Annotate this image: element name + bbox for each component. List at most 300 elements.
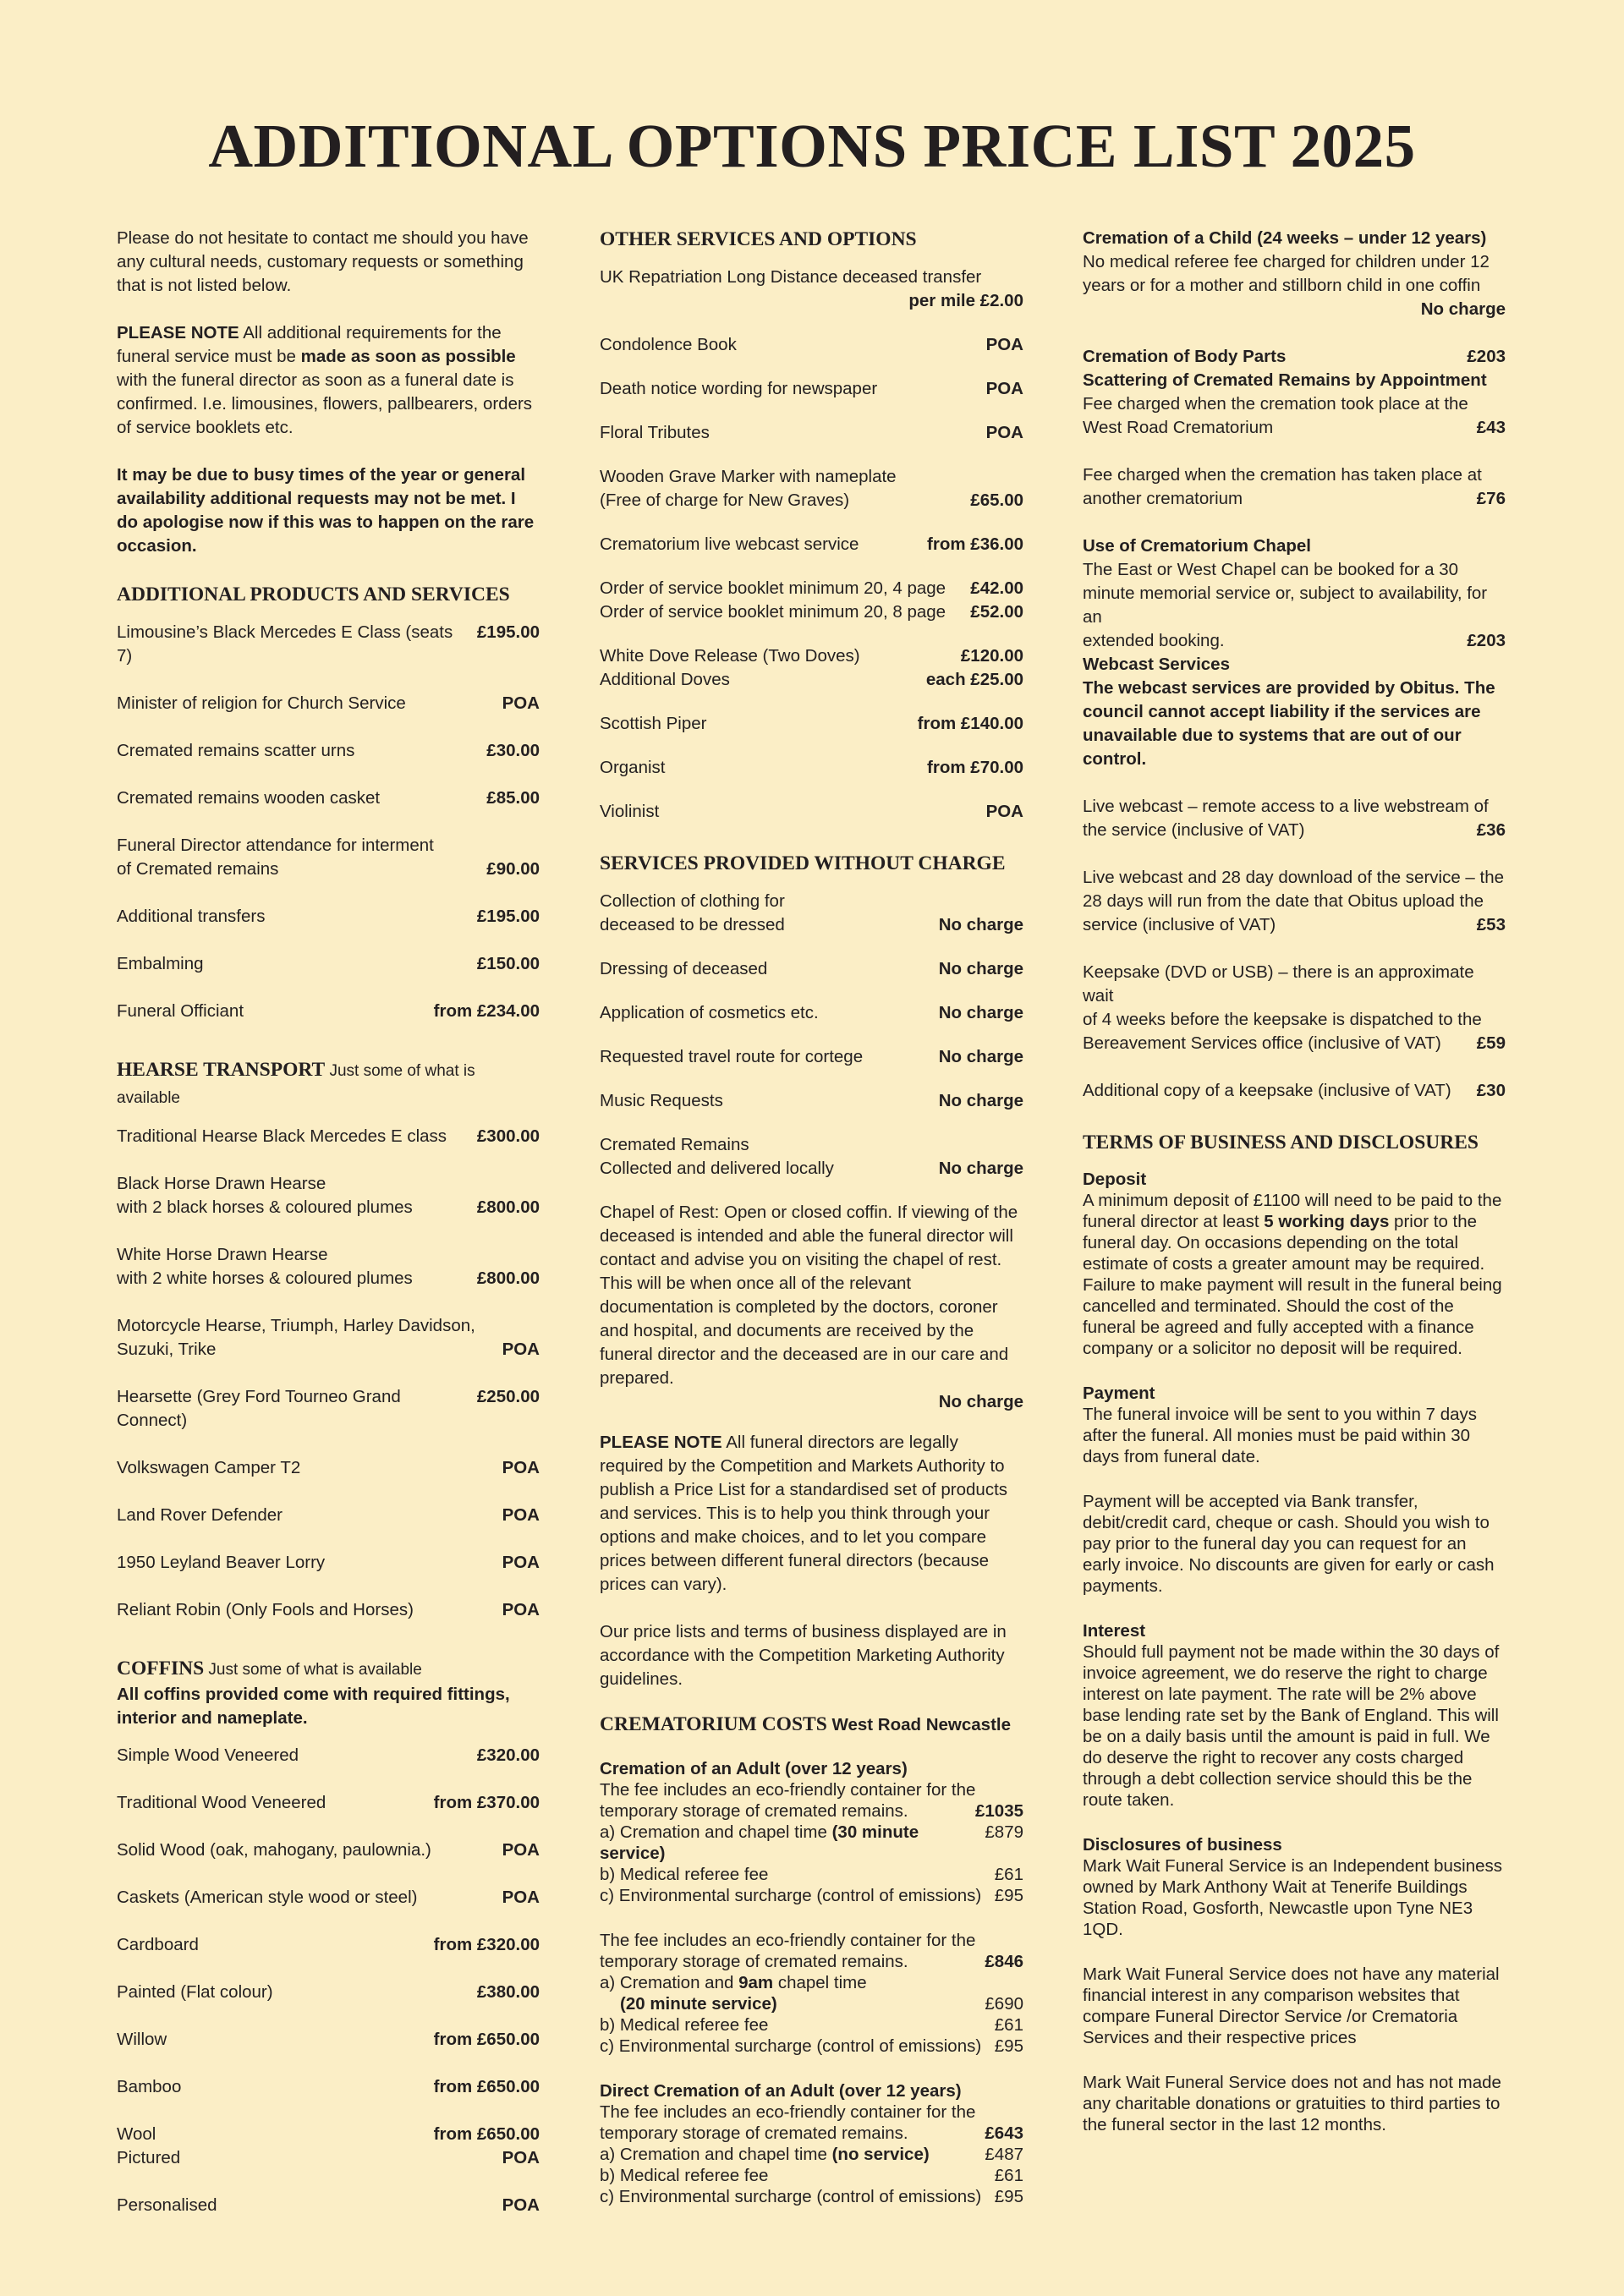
item-name: Suzuki, Trike bbox=[117, 1340, 217, 1359]
item-price: from £650.00 bbox=[433, 2124, 540, 2144]
list-item bbox=[117, 1744, 540, 1767]
item-row bbox=[117, 739, 540, 763]
fee-line-price: £95 bbox=[994, 2187, 1023, 2206]
item-row bbox=[600, 1089, 1023, 1113]
list-item bbox=[600, 533, 1023, 556]
fee-total: £1035 bbox=[974, 1801, 1023, 1821]
child-cremation-price: No charge bbox=[1420, 299, 1506, 319]
fee-line bbox=[600, 2144, 976, 2165]
fee-line-price: £95 bbox=[994, 2036, 1023, 2056]
item-name: Personalised bbox=[117, 2195, 217, 2215]
hearse-heading bbox=[117, 1057, 540, 1111]
item-row bbox=[117, 621, 540, 668]
item-price: No charge bbox=[938, 1159, 1023, 1178]
products-heading: ADDITIONAL PRODUCTS AND SERVICES bbox=[117, 584, 510, 606]
item-name: Live webcast and 28 day download of the service – the bbox=[1083, 868, 1505, 887]
item-name: Collection of clothing for bbox=[600, 891, 785, 911]
scattering-row bbox=[1083, 416, 1506, 440]
terms-heading: TERMS OF BUSINESS AND DISCLOSURES bbox=[1083, 1132, 1479, 1153]
cma-note-paragraph bbox=[600, 1431, 1023, 1597]
item-price: £120.00 bbox=[960, 646, 1023, 666]
item-name: Willow bbox=[117, 2030, 167, 2049]
item-row bbox=[117, 1791, 540, 1815]
fee-line-row bbox=[600, 1822, 1023, 1864]
chapel-use-heading: Use of Crematorium Chapel bbox=[1083, 536, 1311, 556]
busy-times-notice: It may be due to busy times of the year or general availability additional requests may not be met. I do apologise now if this was to happen on the rare occasion. bbox=[117, 465, 535, 556]
payment-heading: Payment bbox=[1083, 1384, 1155, 1403]
item-row bbox=[600, 800, 1023, 824]
cma-compliance-text: Our price lists and terms of business displayed are in accordance with the Competition Marketing Authority guidelines. bbox=[600, 1622, 1007, 1689]
item-row bbox=[117, 1598, 540, 1622]
item-price: POA bbox=[502, 1600, 540, 1619]
item-price: £30.00 bbox=[486, 741, 540, 760]
item-name: White Dove Release (Two Doves) bbox=[600, 646, 860, 666]
child-cremation-text: No medical referee fee charged for children under 12 years or for a mother and stillborn child in one coffin bbox=[1083, 252, 1490, 295]
fee-line-row bbox=[600, 2186, 1023, 2207]
coffins-note: All coffins provided come with required fittings, interior and nameplate. bbox=[117, 1685, 510, 1728]
fee-line-emphasis: (30 minute service) bbox=[600, 1822, 919, 1863]
item-name: Order of service booklet minimum 20, 8 page bbox=[600, 602, 946, 622]
item-price: £320.00 bbox=[476, 1745, 540, 1765]
item-price: £195.00 bbox=[476, 622, 540, 642]
item-name: Funeral Officiant bbox=[117, 1001, 244, 1021]
item-price: POA bbox=[502, 1340, 540, 1359]
keepsake-copy-row bbox=[1083, 1079, 1506, 1103]
item-name: West Road Crematorium bbox=[1083, 418, 1274, 437]
list-item bbox=[117, 2123, 540, 2146]
keepsake-row bbox=[1083, 1032, 1506, 1055]
fee-line-price: £61 bbox=[994, 2166, 1023, 2185]
item-row bbox=[117, 786, 540, 810]
item-price: POA bbox=[502, 1840, 540, 1860]
item-name: 28 days will run from the date that Obitus upload the bbox=[1083, 891, 1484, 911]
fee-line-row bbox=[600, 1993, 1023, 2014]
list-item bbox=[600, 1089, 1023, 1113]
item-price: POA bbox=[985, 335, 1023, 354]
item-name: Reliant Robin (Only Fools and Horses) bbox=[117, 1600, 414, 1619]
item-name: Wool bbox=[117, 2124, 156, 2144]
fee-line-text: a) Cremation and chapel time bbox=[600, 1822, 832, 1842]
item-name: Application of cosmetics etc. bbox=[600, 1003, 819, 1022]
item-name: Funeral Director attendance for interment bbox=[117, 836, 434, 855]
list-item bbox=[600, 957, 1023, 981]
item-price: POA bbox=[985, 379, 1023, 398]
item-name: Land Rover Defender bbox=[117, 1505, 283, 1525]
hearse-list bbox=[117, 1125, 540, 1646]
item-name: White Horse Drawn Hearse bbox=[117, 1245, 328, 1264]
fee-total-row bbox=[600, 1800, 1023, 1822]
item-row bbox=[117, 1838, 540, 1862]
terms-block bbox=[1083, 1169, 1506, 2135]
chapel-of-rest-text: Chapel of Rest: Open or closed coffin. If viewing of the deceased is intended and able the funeral director will contact and advise you on visiting the chapel of rest. This will be when once all of the relevant documentation is completed by the doctors, coroner and hospital, and documents are received by the funeral director and the deceased are in our care and prepared. bbox=[600, 1203, 1018, 1388]
item-price: from £650.00 bbox=[433, 2077, 540, 2096]
deposit-emphasis: 5 working days bbox=[1264, 1212, 1390, 1231]
item-name: service (inclusive of VAT) bbox=[1083, 915, 1276, 934]
repatriation-price: per mile £2.00 bbox=[908, 291, 1023, 310]
list-item bbox=[117, 692, 540, 715]
list-item bbox=[117, 952, 540, 976]
item-row bbox=[117, 1196, 540, 1219]
item-row bbox=[600, 489, 1023, 512]
item-name: of 4 weeks before the keepsake is dispatched to the bbox=[1083, 1010, 1482, 1029]
list-item bbox=[600, 1133, 1023, 1181]
hearse-heading-title: HEARSE TRANSPORT bbox=[117, 1059, 326, 1081]
crematorium-heading-sub: West Road Newcastle bbox=[826, 1715, 1011, 1734]
page-title: ADDITIONAL OPTIONS PRICE LIST 2025 bbox=[208, 112, 1416, 180]
other-services-heading: OTHER SERVICES AND OPTIONS bbox=[600, 228, 917, 250]
item-price: £380.00 bbox=[476, 1982, 540, 2002]
item-price: POA bbox=[502, 1458, 540, 1477]
item-price: POA bbox=[502, 693, 540, 713]
item-price: £203 bbox=[1467, 631, 1506, 650]
dove-row bbox=[600, 644, 1023, 668]
item-row bbox=[117, 1551, 540, 1575]
list-item bbox=[117, 2028, 540, 2052]
item-row bbox=[600, 333, 1023, 357]
item-price: £42.00 bbox=[970, 578, 1023, 598]
item-row bbox=[117, 1744, 540, 1767]
item-name: Live webcast – remote access to a live webstream of bbox=[1083, 797, 1489, 816]
item-price: POA bbox=[502, 1888, 540, 1907]
column-middle bbox=[600, 227, 1023, 2207]
fee-intro: The fee includes an eco-friendly container for the bbox=[600, 1780, 976, 1800]
please-note-label: PLEASE NOTE bbox=[117, 323, 239, 342]
item-name: Crematorium live webcast service bbox=[600, 534, 859, 554]
item-price: POA bbox=[985, 802, 1023, 821]
item-row bbox=[117, 2123, 540, 2146]
item-row bbox=[117, 1981, 540, 2004]
please-note-text-b: with the funeral director as soon as a funeral date is confirmed. I.e. limousines, flowers, pallbearers, orders of service booklets etc. bbox=[117, 370, 533, 437]
item-row bbox=[117, 2194, 540, 2217]
item-row bbox=[600, 1001, 1023, 1025]
item-row bbox=[117, 1338, 540, 1362]
item-name: Additional copy of a keepsake (inclusive of VAT) bbox=[1083, 1081, 1451, 1100]
item-row bbox=[117, 692, 540, 715]
list-item bbox=[117, 2075, 540, 2099]
item-price: from £140.00 bbox=[917, 714, 1023, 733]
list-item bbox=[117, 834, 540, 881]
child-cremation-heading: Cremation of a Child (24 weeks – under 12 years) bbox=[1083, 228, 1487, 248]
item-name: Wooden Grave Marker with nameplate bbox=[600, 467, 897, 486]
item-price: No charge bbox=[938, 959, 1023, 978]
item-name: Cremated Remains bbox=[600, 1135, 749, 1154]
item-name: another crematorium bbox=[1083, 489, 1243, 508]
cma-note-text: All funeral directors are legally required by the Competition and Markets Authority to publish a Price List for a standardised set of products and services. This is to help you think through your options and make choices, and to let you compare prices between different funeral directors (because prices can vary). bbox=[600, 1433, 1008, 1594]
item-name: Floral Tributes bbox=[600, 423, 710, 442]
item-name: Pictured bbox=[117, 2148, 181, 2167]
coffins-heading-title: COFFINS bbox=[117, 1658, 205, 1680]
item-name: Additional transfers bbox=[117, 907, 266, 926]
item-name: Scottish Piper bbox=[600, 714, 707, 733]
item-price: from £320.00 bbox=[433, 1935, 540, 1954]
please-note-text-a: All additional requirements for the funeral service must be bbox=[117, 323, 502, 366]
list-item bbox=[117, 1981, 540, 2004]
list-item bbox=[117, 1791, 540, 1815]
item-name: Order of service booklet minimum 20, 4 page bbox=[600, 578, 946, 598]
item-row bbox=[117, 858, 540, 881]
item-price: £300.00 bbox=[476, 1126, 540, 1146]
list-item bbox=[117, 1314, 540, 1362]
fee-line: c) Environmental surcharge (control of emissions) bbox=[600, 2036, 982, 2056]
item-name: deceased to be dressed bbox=[600, 915, 785, 934]
please-note-paragraph bbox=[117, 321, 540, 440]
crematorium-heading bbox=[600, 1712, 1023, 1738]
item-price: from £234.00 bbox=[433, 1001, 540, 1021]
item-row bbox=[600, 913, 1023, 937]
crematorium-heading-title: CREMATORIUM COSTS bbox=[600, 1713, 827, 1735]
item-price: POA bbox=[985, 423, 1023, 442]
list-item bbox=[117, 1000, 540, 1023]
intro-text: Please do not hesitate to contact me should you have any cultural needs, customary requests or something that is not listed below. bbox=[117, 228, 529, 295]
item-price: POA bbox=[502, 1505, 540, 1525]
fee-line-price: £690 bbox=[985, 1994, 1023, 2014]
item-row bbox=[600, 712, 1023, 736]
fee-intro: The fee includes an eco-friendly container for the bbox=[600, 1931, 976, 1950]
list-item bbox=[117, 621, 540, 668]
fee-total-row bbox=[600, 2123, 1023, 2144]
list-item bbox=[117, 739, 540, 763]
fee-line-row bbox=[600, 1864, 1023, 1885]
item-name: Keepsake (DVD or USB) – there is an approximate wait bbox=[1083, 962, 1474, 1006]
other-services-list bbox=[600, 333, 1023, 577]
item-price: £85.00 bbox=[486, 788, 540, 808]
repatriation-name: UK Repatriation Long Distance deceased transfer bbox=[600, 267, 982, 287]
webcast-row bbox=[1083, 913, 1506, 937]
column-right bbox=[1083, 227, 1506, 2135]
item-name: (Free of charge for New Graves) bbox=[600, 490, 850, 510]
fee-line-price: £61 bbox=[994, 2015, 1023, 2035]
fee-line-text: a) Cremation and chapel time bbox=[600, 2145, 832, 2164]
list-item bbox=[600, 465, 1023, 512]
body-parts-row bbox=[1083, 345, 1506, 369]
fee-intro: temporary storage of cremated remains. bbox=[600, 1801, 908, 1821]
item-price: £30 bbox=[1476, 1081, 1506, 1100]
item-price: POA bbox=[502, 2148, 540, 2167]
item-price: £150.00 bbox=[476, 954, 540, 973]
list-item bbox=[117, 2194, 540, 2217]
chapel-use-text: The East or West Chapel can be booked for a 30 minute memorial service or, subject to availability, for an bbox=[1083, 560, 1488, 627]
item-row bbox=[117, 1886, 540, 1910]
coffins-heading bbox=[117, 1656, 540, 1683]
disclosures-text: Mark Wait Funeral Service is an Independent business owned by Mark Anthony Wait at Tenerife Buildings Station Road, Gosforth, Newcastle upon Tyne NE3 1QD. bbox=[1083, 1856, 1503, 1939]
item-name: Condolence Book bbox=[600, 335, 737, 354]
item-price: from £650.00 bbox=[433, 2030, 540, 2049]
item-name: Requested travel route for cortege bbox=[600, 1047, 864, 1066]
fee-line-price: £61 bbox=[994, 1865, 1023, 1884]
chapel-of-rest-price: No charge bbox=[938, 1392, 1023, 1411]
fee-line: b) Medical referee fee bbox=[600, 1865, 769, 1884]
list-item bbox=[117, 1385, 540, 1433]
item-row bbox=[600, 1045, 1023, 1069]
item-name: Death notice wording for newspaper bbox=[600, 379, 878, 398]
list-item bbox=[117, 1838, 540, 1862]
fee-line-emphasis: (no service) bbox=[831, 2145, 930, 2164]
item-price: £36 bbox=[1476, 820, 1506, 840]
item-name: with 2 white horses & coloured plumes bbox=[117, 1269, 413, 1288]
free-services-heading: SERVICES PROVIDED WITHOUT CHARGE bbox=[600, 852, 1006, 874]
item-name: Painted (Flat colour) bbox=[117, 1982, 273, 2002]
deposit-text-b: prior to the funeral day. On occasions depending on the total estimate of costs a greater amount may be required. Failure to make payment will result in the funeral being cancelled and terminated. Should the cost of the funeral be agreed and fully accepted with a finance company or a solicitor no deposit will be required. bbox=[1083, 1212, 1502, 1358]
scattering-heading: Scattering of Cremated Remains by Appointment bbox=[1083, 370, 1487, 390]
list-item bbox=[117, 2146, 540, 2170]
item-name: Organist bbox=[600, 758, 666, 777]
item-name: Cremated remains scatter urns bbox=[117, 741, 355, 760]
item-name: Volkswagen Camper T2 bbox=[117, 1458, 301, 1477]
fee-line-price: £95 bbox=[994, 1886, 1023, 1905]
adult-cremation-block bbox=[600, 1758, 1023, 2207]
item-price: £65.00 bbox=[970, 490, 1023, 510]
deposit-text-a: A minimum deposit of £1100 will need to be paid to the funeral director at least bbox=[1083, 1191, 1502, 1231]
list-item bbox=[117, 1125, 540, 1148]
item-name: Music Requests bbox=[600, 1091, 723, 1110]
item-row bbox=[600, 756, 1023, 780]
list-item bbox=[117, 1598, 540, 1622]
chapel-use-row bbox=[1083, 629, 1506, 653]
item-name: Black Horse Drawn Hearse bbox=[117, 1174, 326, 1193]
scattering-row bbox=[1083, 487, 1506, 511]
column-left bbox=[117, 227, 540, 2241]
list-item bbox=[600, 756, 1023, 780]
item-row bbox=[117, 2146, 540, 2170]
disclosures-text: Mark Wait Funeral Service does not and has not made any charitable donations or gratuities to third parties to the funeral sector in the last 12 months. bbox=[1083, 2073, 1501, 2134]
interest-heading: Interest bbox=[1083, 1621, 1146, 1641]
list-item bbox=[117, 1551, 540, 1575]
list-item bbox=[600, 800, 1023, 824]
item-price: from £70.00 bbox=[927, 758, 1023, 777]
item-price: £203 bbox=[1467, 347, 1506, 366]
fee-line-text: a) Cremation and bbox=[600, 1973, 739, 1992]
item-name: Additional Doves bbox=[600, 670, 730, 689]
fee-total: £846 bbox=[985, 1952, 1023, 1971]
list-item bbox=[600, 712, 1023, 736]
item-price: POA bbox=[502, 1553, 540, 1572]
item-price: £90.00 bbox=[486, 859, 540, 879]
fee-intro: temporary storage of cremated remains. bbox=[600, 1952, 908, 1971]
fee-line: b) Medical referee fee bbox=[600, 2166, 769, 2185]
item-price: No charge bbox=[938, 915, 1023, 934]
list-item bbox=[600, 421, 1023, 445]
item-row bbox=[117, 1456, 540, 1480]
interest-text: Should full payment not be made within the 30 days of invoice agreement, we do reserve the right to charge interest on late payment. The rate will be 2% above base lending rate set by the Bank of England. This will be on a daily basis until the amount is paid in full. We do deserve the right to recover any costs charged through a debt collection service should this be the route taken. bbox=[1083, 1642, 1500, 1810]
fee-line: c) Environmental surcharge (control of emissions) bbox=[600, 1886, 982, 1905]
fee-total-row bbox=[600, 1951, 1023, 1972]
item-row bbox=[117, 1267, 540, 1290]
webcast-heading: Webcast Services bbox=[1083, 655, 1230, 674]
item-price: from £370.00 bbox=[433, 1793, 540, 1812]
item-row bbox=[117, 952, 540, 976]
item-row bbox=[117, 1125, 540, 1148]
item-name: Violinist bbox=[600, 802, 660, 821]
music-services-list bbox=[600, 712, 1023, 844]
item-name: Simple Wood Veneered bbox=[117, 1745, 299, 1765]
list-item bbox=[117, 1886, 540, 1910]
fee-line-row bbox=[600, 2036, 1023, 2057]
item-name: Cremation of Body Parts bbox=[1083, 347, 1287, 366]
hearse-heading-sub: Just some of what is available bbox=[117, 1062, 475, 1107]
fee-line-row bbox=[600, 2014, 1023, 2036]
item-name: the service (inclusive of VAT) bbox=[1083, 820, 1305, 840]
list-item bbox=[600, 890, 1023, 937]
item-price: £250.00 bbox=[476, 1387, 540, 1406]
item-price: No charge bbox=[938, 1047, 1023, 1066]
item-name: Fee charged when the cremation took place at the bbox=[1083, 394, 1468, 414]
item-row bbox=[117, 1504, 540, 1527]
list-item bbox=[600, 377, 1023, 401]
item-name: 1950 Leyland Beaver Lorry bbox=[117, 1553, 326, 1572]
deposit-text bbox=[1083, 1190, 1506, 1359]
list-item bbox=[600, 333, 1023, 357]
fee-line-row bbox=[600, 2165, 1023, 2186]
item-name: Motorcycle Hearse, Triumph, Harley Davidson, bbox=[117, 1316, 475, 1335]
item-name: Traditional Wood Veneered bbox=[117, 1793, 326, 1812]
disclosures-text: Mark Wait Funeral Service does not have any material financial interest in any comparison websites that compare Funeral Director Service /or Crematoria Services and their respective prices bbox=[1083, 1964, 1500, 2047]
item-name: Solid Wood (oak, mahogany, paulownia.) bbox=[117, 1840, 431, 1860]
item-name: Caskets (American style wood or steel) bbox=[117, 1888, 418, 1907]
payment-text: The funeral invoice will be sent to you within 7 days after the funeral. All monies must be paid within 30 days from funeral date. bbox=[1083, 1405, 1478, 1466]
item-name: Fee charged when the cremation has taken place at bbox=[1083, 465, 1482, 485]
coffins-heading-sub: Just some of what is available bbox=[204, 1661, 422, 1679]
item-price: £52.00 bbox=[970, 602, 1023, 622]
item-name: extended booking. bbox=[1083, 631, 1225, 650]
fee-line-price: £487 bbox=[985, 2145, 1023, 2164]
item-price: £53 bbox=[1476, 915, 1506, 934]
list-item bbox=[117, 1504, 540, 1527]
item-row bbox=[117, 1933, 540, 1957]
fee-line bbox=[600, 1972, 1023, 1993]
item-price: £195.00 bbox=[476, 907, 540, 926]
fee-line-price: £879 bbox=[985, 1822, 1023, 1842]
item-row bbox=[600, 377, 1023, 401]
item-row bbox=[117, 2028, 540, 2052]
please-note-emphasis: made as soon as possible bbox=[300, 347, 516, 366]
products-list bbox=[117, 621, 540, 1047]
item-price: £43 bbox=[1476, 418, 1506, 437]
deposit-heading: Deposit bbox=[1083, 1170, 1147, 1189]
coffins-list bbox=[117, 1744, 540, 2241]
item-row bbox=[600, 1157, 1023, 1181]
fee-intro: temporary storage of cremated remains. bbox=[600, 2123, 908, 2143]
direct-cremation-heading: Direct Cremation of an Adult (over 12 years) bbox=[600, 2081, 962, 2101]
item-name: Limousine’s Black Mercedes E Class (seats 7) bbox=[117, 622, 453, 666]
fee-intro: The fee includes an eco-friendly container for the bbox=[600, 2102, 976, 2122]
webcast-disclaimer: The webcast services are provided by Obitus. The council cannot accept liability if the services are unavailable due to systems that are out of our control. bbox=[1083, 678, 1495, 769]
list-item bbox=[117, 1456, 540, 1480]
fee-line: c) Environmental surcharge (control of emissions) bbox=[600, 2187, 982, 2206]
item-row bbox=[600, 533, 1023, 556]
item-price: No charge bbox=[938, 1003, 1023, 1022]
item-price: No charge bbox=[938, 1091, 1023, 1110]
item-name: Traditional Hearse Black Mercedes E class bbox=[117, 1126, 447, 1146]
item-price: £76 bbox=[1476, 489, 1506, 508]
item-price: £800.00 bbox=[476, 1197, 540, 1217]
fee-total: £643 bbox=[985, 2123, 1023, 2143]
item-price: from £36.00 bbox=[927, 534, 1023, 554]
list-item bbox=[600, 1001, 1023, 1025]
payment-methods-text: Payment will be accepted via Bank transfer, debit/credit card, cheque or cash. Should you wish to pay prior to the funeral day you can request for an early invoice. No discounts are given for early or cash payments. bbox=[1083, 1492, 1495, 1596]
list-item bbox=[117, 905, 540, 929]
item-name: Cardboard bbox=[117, 1935, 199, 1954]
item-name: Bereavement Services office (inclusive of VAT) bbox=[1083, 1033, 1441, 1053]
list-item bbox=[117, 1172, 540, 1219]
item-name: with 2 black horses & coloured plumes bbox=[117, 1197, 413, 1217]
list-item bbox=[600, 1045, 1023, 1069]
item-name: Dressing of deceased bbox=[600, 959, 768, 978]
item-name: Embalming bbox=[117, 954, 204, 973]
item-row bbox=[117, 905, 540, 929]
item-price: £59 bbox=[1476, 1033, 1506, 1053]
fee-line-emphasis: 9am bbox=[738, 1973, 774, 1992]
booklet-row bbox=[600, 577, 1023, 600]
